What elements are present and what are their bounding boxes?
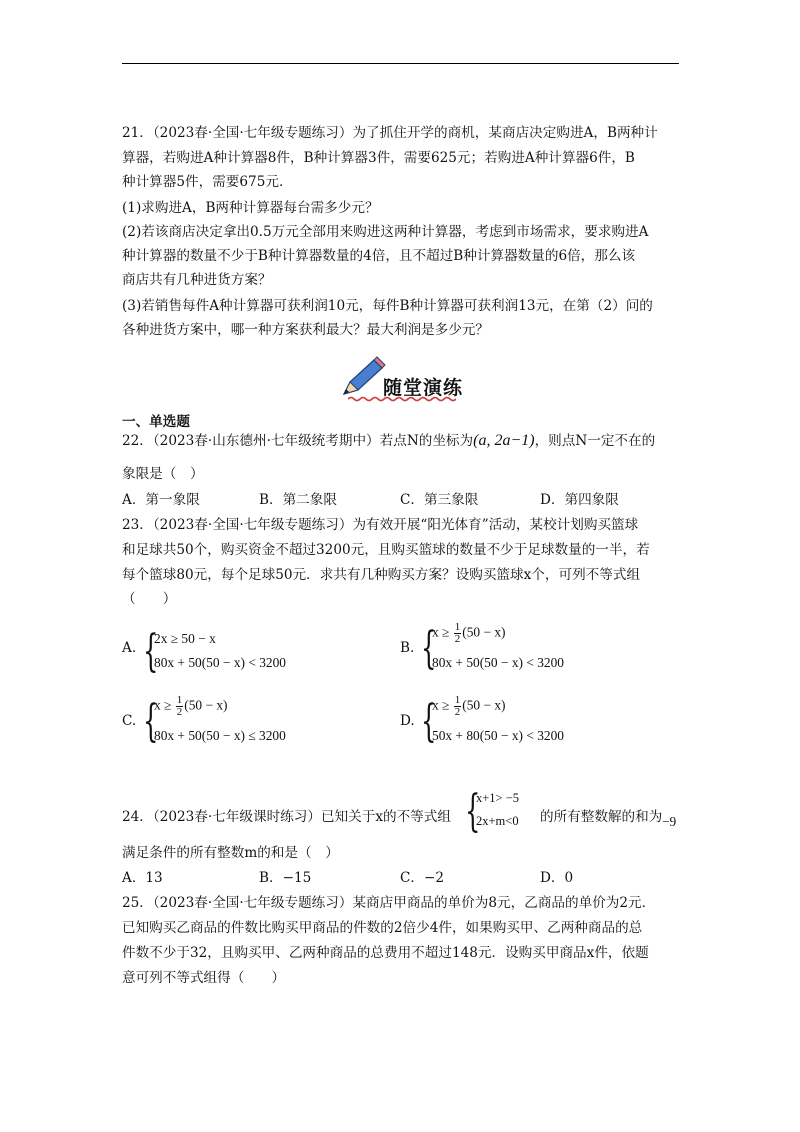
fraction-numerator: 1 (176, 694, 183, 706)
q24-suffix: 的所有整数解的和为 (540, 809, 663, 825)
q24-line-2: 满足条件的所有整数m的和是（ ） (122, 845, 339, 861)
q23-option-d-row1 (432, 695, 506, 718)
brace: { (143, 626, 159, 677)
q23-option-a-row1: 2x ≥ 50 − x (154, 631, 216, 646)
q23-option-d-label: D. (400, 713, 415, 729)
q24-system-row1: x+1> −5 (476, 791, 520, 805)
q24-sum: −9 (662, 814, 677, 829)
q21-line: 各种进货方案中，哪一种方案获利最大？最大利润是多少元？ (122, 322, 490, 338)
q21-line: 商店共有几种进货方案？ (122, 272, 272, 288)
q21-line: (2)若该商店决定拿出0.5万元全部用来购进这两种计算器，考虑到市场需求，要求购进A (122, 224, 649, 240)
section-title: 一、单选题 (122, 414, 190, 430)
q24-system-row2: 2x+m<0 (476, 814, 519, 828)
pencil-icon (338, 356, 386, 400)
q21-line: 种计算器的数量不少于B种计算器数量的4倍，且不超过B种计算器数量的6倍，那么该 (122, 248, 636, 264)
q23-line: 每个篮球80元，每个足球50元．求共有几种购买方案？设购买篮球x个，可列不等式组 (122, 567, 641, 583)
q23-line: （ ） (122, 591, 177, 607)
fraction-numerator: 1 (454, 694, 461, 706)
q23-option-d-term: (50 − x) (462, 697, 506, 713)
q24-option-b: B．−15 (259, 870, 312, 886)
q21-line: 21．（2023春·全国·七年级专题练习）为了抓住开学的商机，某商店决定购进A，B两种计 (122, 125, 658, 141)
banner-title: 随堂演练 (383, 377, 464, 399)
q23-line: 和足球共50个，购买资金不超过3200元，且购买篮球的数量不少于足球数量的一半，若 (122, 542, 650, 558)
q23-option-c-label: C. (122, 713, 137, 729)
q23-option-b-row1 (432, 622, 506, 645)
q23-option-c-row2: 80x + 50(50 − x) ≤ 3200 (154, 728, 286, 743)
q25-line: 意可列不等式组得（ ） (122, 970, 286, 986)
q21-line: (3)若销售每件A种计算器可获利润10元，每件B种计算器可获利润13元，在第（2）问的 (122, 298, 653, 314)
brace: { (143, 696, 159, 747)
q21-line: (1)求购进A，B两种计算器每台需多少元？ (122, 200, 379, 216)
q23-line: 23．（2023春·全国·七年级专题练习）为有效开展“阳光体育”活动，某校计划购买篮球 (122, 517, 639, 533)
q22-suffix: ，则点N一定不在的 (534, 433, 656, 449)
q23-option-a-label: A. (122, 640, 137, 656)
q22-coordinate: (a, 2a−1) (473, 432, 535, 449)
q21-line: 种计算器5件，需要675元． (122, 174, 293, 190)
fraction-denominator: 2 (176, 706, 183, 718)
q23-option-a-row2: 80x + 50(50 − x) < 3200 (154, 655, 287, 670)
fraction (454, 695, 462, 718)
q25-line: 已知购买乙商品的件数比购买甲商品的件数的2倍少4件，如果购买甲、乙两种商品的总 (122, 920, 643, 936)
q23-option-b-ineq: x ≥ (432, 624, 450, 640)
q25-line: 件数不少于32，且购买甲、乙两种商品的总费用不超过148元．设购买甲商品x件，依题 (122, 945, 649, 961)
q23-option-b-term: (50 − x) (462, 624, 506, 640)
brace: { (465, 786, 481, 837)
q24-option-c: C．−2 (400, 870, 445, 886)
q22-option-d: D．第四象限 (540, 492, 619, 508)
fraction-numerator: 1 (454, 621, 461, 633)
q24-option-d: D．0 (540, 870, 574, 886)
brace: { (421, 696, 437, 747)
fraction (454, 622, 462, 645)
q22-option-a: A．第一象限 (122, 492, 200, 508)
q23-option-c-term: (50 − x) (184, 697, 228, 713)
q24-prefix: 24．（2023春·七年级课时练习）已知关于x的不等式组 (122, 809, 451, 825)
q21-line: 算器，若购进A种计算器8件，B种计算器3件，需要625元；若购进A种计算器6件，B (122, 150, 635, 166)
q22-option-b: B．第二象限 (259, 492, 337, 508)
q23-option-d-ineq: x ≥ (432, 697, 450, 713)
q23-option-b-label: B. (400, 640, 415, 656)
q22-line-1 (122, 431, 655, 451)
q22-prefix: 22．（2023春·山东德州·七年级统考期中）若点N的坐标为 (122, 433, 474, 449)
q23-option-d-row2: 50x + 80(50 − x) < 3200 (432, 728, 565, 743)
q23-option-c-ineq: x ≥ (154, 697, 172, 713)
q22-line-2: 象限是（ ） (122, 466, 204, 482)
q22-option-c: C．第三象限 (400, 492, 479, 508)
q25-line: 25．（2023春·全国·七年级专题练习）某商店甲商品的单价为8元，乙商品的单价为2元． (122, 895, 656, 911)
q23-option-b-row2: 80x + 50(50 − x) < 3200 (432, 655, 565, 670)
banner-underline (348, 396, 456, 402)
fraction-denominator: 2 (454, 633, 461, 645)
header-rule (122, 63, 679, 64)
q23-option-c-row1 (154, 695, 228, 718)
fraction-denominator: 2 (454, 706, 461, 718)
fraction (176, 695, 184, 718)
brace: { (421, 623, 437, 674)
q24-option-a: A．13 (122, 870, 163, 886)
